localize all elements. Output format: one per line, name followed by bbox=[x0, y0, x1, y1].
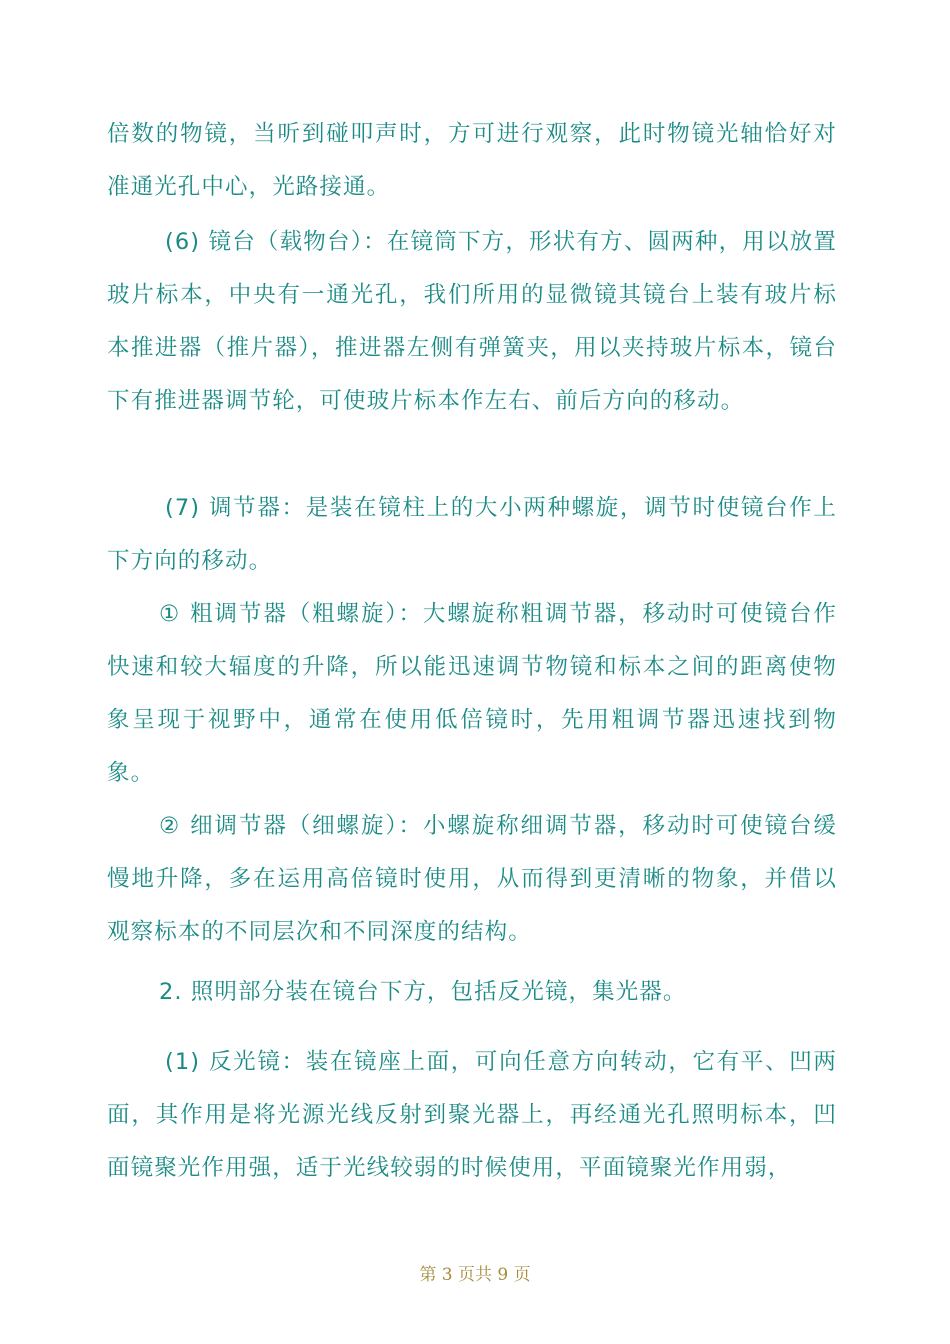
paragraph-adjuster: (7) 调节器：是装在镜柱上的大小两种螺旋，调节时使镜台作上下方向的移动。 bbox=[107, 495, 837, 574]
paragraph-illumination: 2. 照明部分装在镜台下方，包括反光镜，集光器。 bbox=[159, 979, 687, 1005]
paragraph-fine-adjuster: ② 细调节器（细螺旋）：小螺旋称细调节器，移动时可使镜台缓慢地升降，多在运用高倍镜时使用，从而得到更清晰的物象，并借以观察标本的不同层次和不同深度的结构。 bbox=[107, 813, 837, 945]
page-number-footer: 第 3 页共 9 页 bbox=[419, 1265, 531, 1285]
paragraph-stage: (6) 镜台（载物台）：在镜筒下方，形状有方、圆两种，用以放置玻片标本，中央有一通光孔，我们所用的显微镜其镜台上装有玻片标本推进器（推片器），推进器左侧有弹簧夹，用以夹持玻片标本，镜台下有推进器调节轮，可使玻片标本作左右、前后方向的移动。 bbox=[107, 229, 837, 414]
paragraph-coarse-adjuster: ① 粗调节器（粗螺旋）：大螺旋称粗调节器，移动时可使镜台作快速和较大辐度的升降，所以能迅速调节物镜和标本之间的距离使物象呈现于视野中，通常在使用低倍镜时，先用粗调节器迅速找到物象。 bbox=[107, 601, 837, 786]
paragraph-reflector: (1) 反光镜：装在镜座上面，可向任意方向转动，它有平、凹两面，其作用是将光源光线反射到聚光器上，再经通光孔照明标本，凹面镜聚光作用强，适于光线较弱的时候使用，平面镜聚光作用弱， bbox=[107, 1049, 837, 1181]
paragraph-objective-continuation: 倍数的物镜，当听到碰叩声时，方可进行观察，此时物镜光轴恰好对准通光孔中心，光路接通。 bbox=[107, 121, 837, 200]
